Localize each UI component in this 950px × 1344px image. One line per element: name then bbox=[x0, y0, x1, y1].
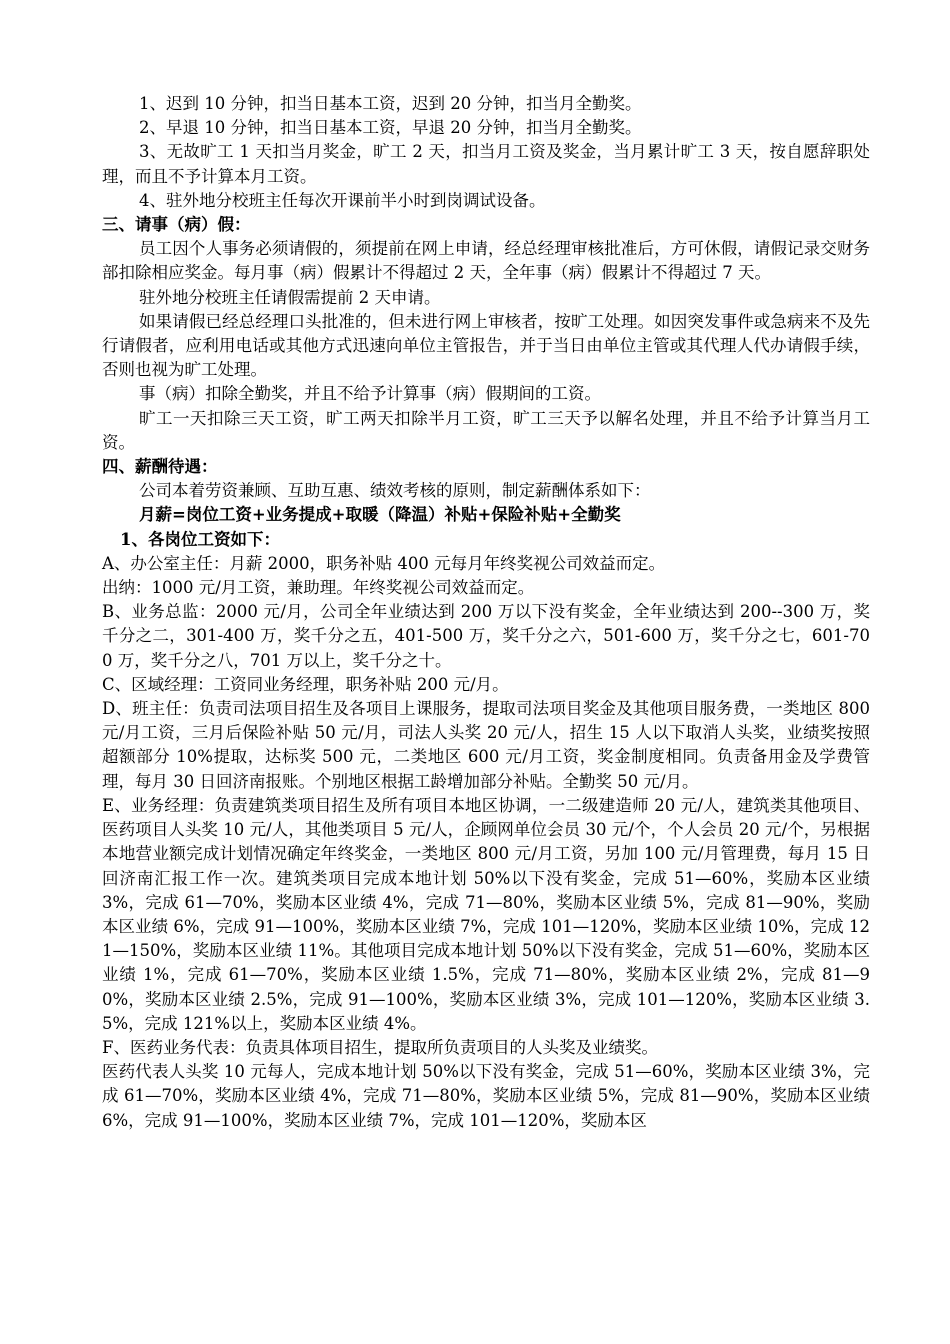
leave-paragraph-2: 驻外地分校班主任请假需提前 2 天申请。 bbox=[139, 287, 441, 307]
position-business-director: B、业务总监：2000 元/月，公司全年业绩达到 200 万以下没有奖金，全年业绩达到 200--300 万，奖千分之二，301-400 万，奖千分之五，401-500 万，奖千分之六，501-600 万，奖千分之七，601-700 万，奖千分之八，701 万以上，奖千分之十。 bbox=[102, 602, 870, 670]
position-business-manager: E、业务经理：负责建筑类项目招生及所有项目本地区协调，一二级建造师 20 元/人，建筑类其他项目、医药项目人头奖 10 元/人，其他类项目 5 元/人，企顾网单位会员 30 元/个，个人会员 20 元/个，另根据本地营业额完成计划情况确定年终奖金，一类地区 800 元/月工资，另加 100 元/月管理费，每月 15 日回济南汇报工作一次。建筑类项目完成本地计划 50%以下没有奖金，完成 51—60%，奖励本区业绩 3%，完成 61—70%，奖励本区业绩 4%，完成 71—80%，奖励本区业绩 5%，完成 81—90%，奖励本区业绩 6%，完成 91—100%，奖励本区业绩 7%，完成 101—120%，奖励本区业绩 10%，完成 121—150%，奖励本区业绩 11%。其他项目完成本地计划 50%以下没有奖金，完成 51—60%，奖励本区业绩 1%，完成 61—70%，奖励本区业绩 1.5%，完成 71—80%，奖励本区业绩 2%，完成 81—90%，奖励本区业绩 2.5%，完成 91—100%，奖励本区业绩 3%，完成 101—120%，奖励本区业绩 3.5%，完成 121%以上，奖励本区业绩 4%。 bbox=[102, 795, 870, 1033]
position-medical-rep: F、医药业务代表：负责具体项目招生，提取所负责项目的人头奖及业绩奖。 bbox=[102, 1037, 658, 1057]
section-heading-leave: 三、请事（病）假： bbox=[102, 215, 251, 235]
rule-late: 1、迟到 10 分钟，扣当日基本工资，迟到 20 分钟，扣当月全勤奖。 bbox=[139, 94, 642, 113]
section-heading-salary: 四、薪酬待遇： bbox=[102, 457, 218, 477]
leave-paragraph-3: 如果请假已经总经理口头批准的，但未进行网上审核者，按旷工处理。如因突发事件或急病来不及先行请假者，应利用电话或其他方式迅速向单位主管报告，并于当日由单位主管或其代理人代办请假手续，否则也视为旷工处理。 bbox=[102, 311, 870, 380]
leave-paragraph-1: 员工因个人事务必须请假的，须提前在网上申请，经总经理审核批准后，方可休假，请假记录交财务部扣除相应奖金。每月事（病）假累计不得超过 2 天，全年事（病）假累计不得超过 7 天。 bbox=[102, 239, 870, 283]
rule-absence: 3、无故旷工 1 天扣当月奖金，旷工 2 天，扣当月工资及奖金，当月累计旷工 3 天，按自愿辞职处理，而且不予计算本月工资。 bbox=[102, 142, 870, 186]
salary-formula: 月薪=岗位工资+业务提成+取暖（降温）补贴+保险补贴+全勤奖 bbox=[139, 505, 621, 525]
rule-early-leave: 2、早退 10 分钟，扣当日基本工资，早退 20 分钟，扣当月全勤奖。 bbox=[139, 118, 642, 138]
rule-class-teacher: 4、驻外地分校班主任每次开课前半小时到岗调试设备。 bbox=[139, 190, 546, 210]
document-body bbox=[102, 92, 870, 1133]
position-regional-manager: C、区域经理：工资同业务经理，职务补贴 200 元/月。 bbox=[102, 674, 509, 694]
leave-paragraph-4: 事（病）扣除全勤奖，并且不给予计算事（病）假期间的工资。 bbox=[139, 384, 601, 404]
leave-paragraph-5: 旷工一天扣除三天工资，旷工两天扣除半月工资，旷工三天予以解名处理，并且不给予计算当月工资。 bbox=[102, 408, 870, 452]
medical-rep-details: 医药代表人头奖 10 元每人，完成本地计划 50%以下没有奖金，完成 51—60%，奖励本区业绩 3%，完成 61—70%，奖励本区业绩 4%，完成 71—80%，奖励本区业绩 5%，完成 81—90%，奖励本区业绩 6%，完成 91—100%，奖励本区业绩 7%，完成 101—120%，奖励本区 bbox=[102, 1062, 870, 1130]
subsection-heading-wages: 1、各岗位工资如下： bbox=[120, 529, 280, 549]
position-class-teacher: D、班主任：负责司法项目招生及各项目上课服务，提取司法项目奖金及其他项目服务费，一类地区 800 元/月工资，三月后保险补贴 50 元/月，司法人头奖 20 元/人，招生 15 人以下取消人头奖，业绩奖按照超额部分 10%提取，达标奖 500 元，二类地区 600 元/月工资，奖金制度相同。负责备用金及学费管理，每月 30 日回济南报账。个别地区根据工龄增加部分补贴。全勤奖 50 元/月。 bbox=[102, 699, 870, 791]
position-cashier: 出纳：1000 元/月工资，兼助理。年终奖视公司效益而定。 bbox=[102, 578, 535, 598]
salary-intro: 公司本着劳资兼顾、互助互惠、绩效考核的原则，制定薪酬体系如下： bbox=[139, 481, 651, 501]
position-office-director: A、办公室主任：月薪 2000，职务补贴 400 元每月年终奖视公司效益而定。 bbox=[102, 553, 666, 573]
